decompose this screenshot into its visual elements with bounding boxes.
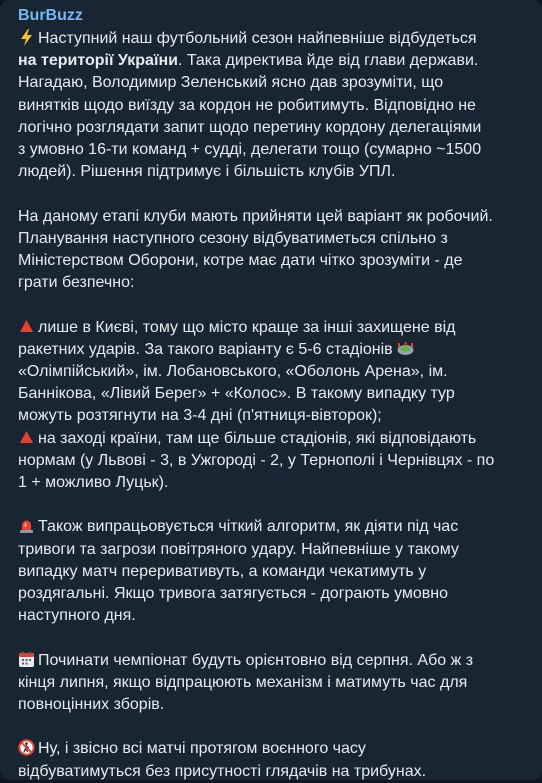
stadium-icon (397, 340, 414, 357)
text-line: лише в Києві, тому що місто краще за інші захищене від (18, 317, 526, 339)
paragraph-1: Наступний наш футбольний сезон найпевніше відбудеться на території України. Така директива йде від глави держави. Нагадаю, Володимир Зеленський ясно дав зрозуміти, що винятків щодо виїзду за кордон не робитимуть. Відповідно не логічно розглядати запит щодо перетину кордону делегаціями з умовно 16-ти команд + судді, делегати тощо (сумарно ~1500 людей). Рішення підтримує і більшість клубів УПЛ. (18, 28, 526, 183)
text-line: Наступний наш футбольний сезон найпевніше відбудеться (18, 28, 526, 50)
channel-name[interactable]: BurBuzz (18, 7, 83, 24)
paragraph-2: На даному етапі клуби мають прийняти цей варіант як робочий. Планування наступного сезону відбуватиметься спільно з Міністерством Оборони, котре має дати чітко зрозуміти - де грати безпечно: (18, 207, 493, 292)
calendar-icon (18, 651, 35, 668)
red-triangle-icon (18, 429, 35, 446)
no-pedestrians-icon (18, 739, 35, 756)
text-line: на території України. Така директива йде від глави держави. (18, 52, 479, 70)
police-light-icon (18, 517, 35, 534)
paragraph-6: Ну, і звісно всі матчі протягом воєнного часу відбуватимуться без присутності глядачів на трибунах. (18, 738, 526, 782)
paragraph-4: Також випрацьовується чіткий алгоритм, як діяти під час тривоги та загрози повітряного удару. Найпевніше у такому випадку матч переривативуть, а команди чекатимуть у роздягальні. Якщо тривога затягується - дограють умовно наступного дня. (18, 516, 526, 627)
text-line: на заході країни, там ще більше стадіонів, які відповідають (18, 428, 526, 450)
text-line: Починати чемпіонат будуть орієнтовно від серпня. Або ж з (18, 650, 526, 672)
paragraph-5: Починати чемпіонат будуть орієнтовно від серпня. Або ж з кінця липня, якщо відпрацюють механізм і матимуть час для повноцінних зборів. (18, 650, 526, 717)
paragraph-3: лише в Києві, тому що місто краще за інші захищене від ракетних ударів. За такого варіанту є 5-6 стадіонів «Олімпійський», ім. Лобановського, «Оболонь Арена», ім. Баннікова, «Лівий Берег» + «Колос». В такому випадку тур можуть розтягнути на 3-4 дні (п'ятниця-вівторок); на заході країни, там ще більше стадіонів, які відповідають нормам (у Львові - 3, в Ужгороді - 2, у Тернополі і Чернівцях - по 1 + можливо Луцьк). (18, 317, 526, 495)
text-line: ракетних ударів. За такого варіанту є 5-6 стадіонів (18, 339, 526, 361)
lightning-icon (18, 29, 35, 46)
text-line: Також випрацьовується чіткий алгоритм, як діяти під час (18, 516, 526, 538)
post-text (18, 28, 526, 783)
red-triangle-icon (18, 318, 35, 335)
text-line: Ну, і звісно всі матчі протягом воєнного часу (18, 738, 526, 760)
